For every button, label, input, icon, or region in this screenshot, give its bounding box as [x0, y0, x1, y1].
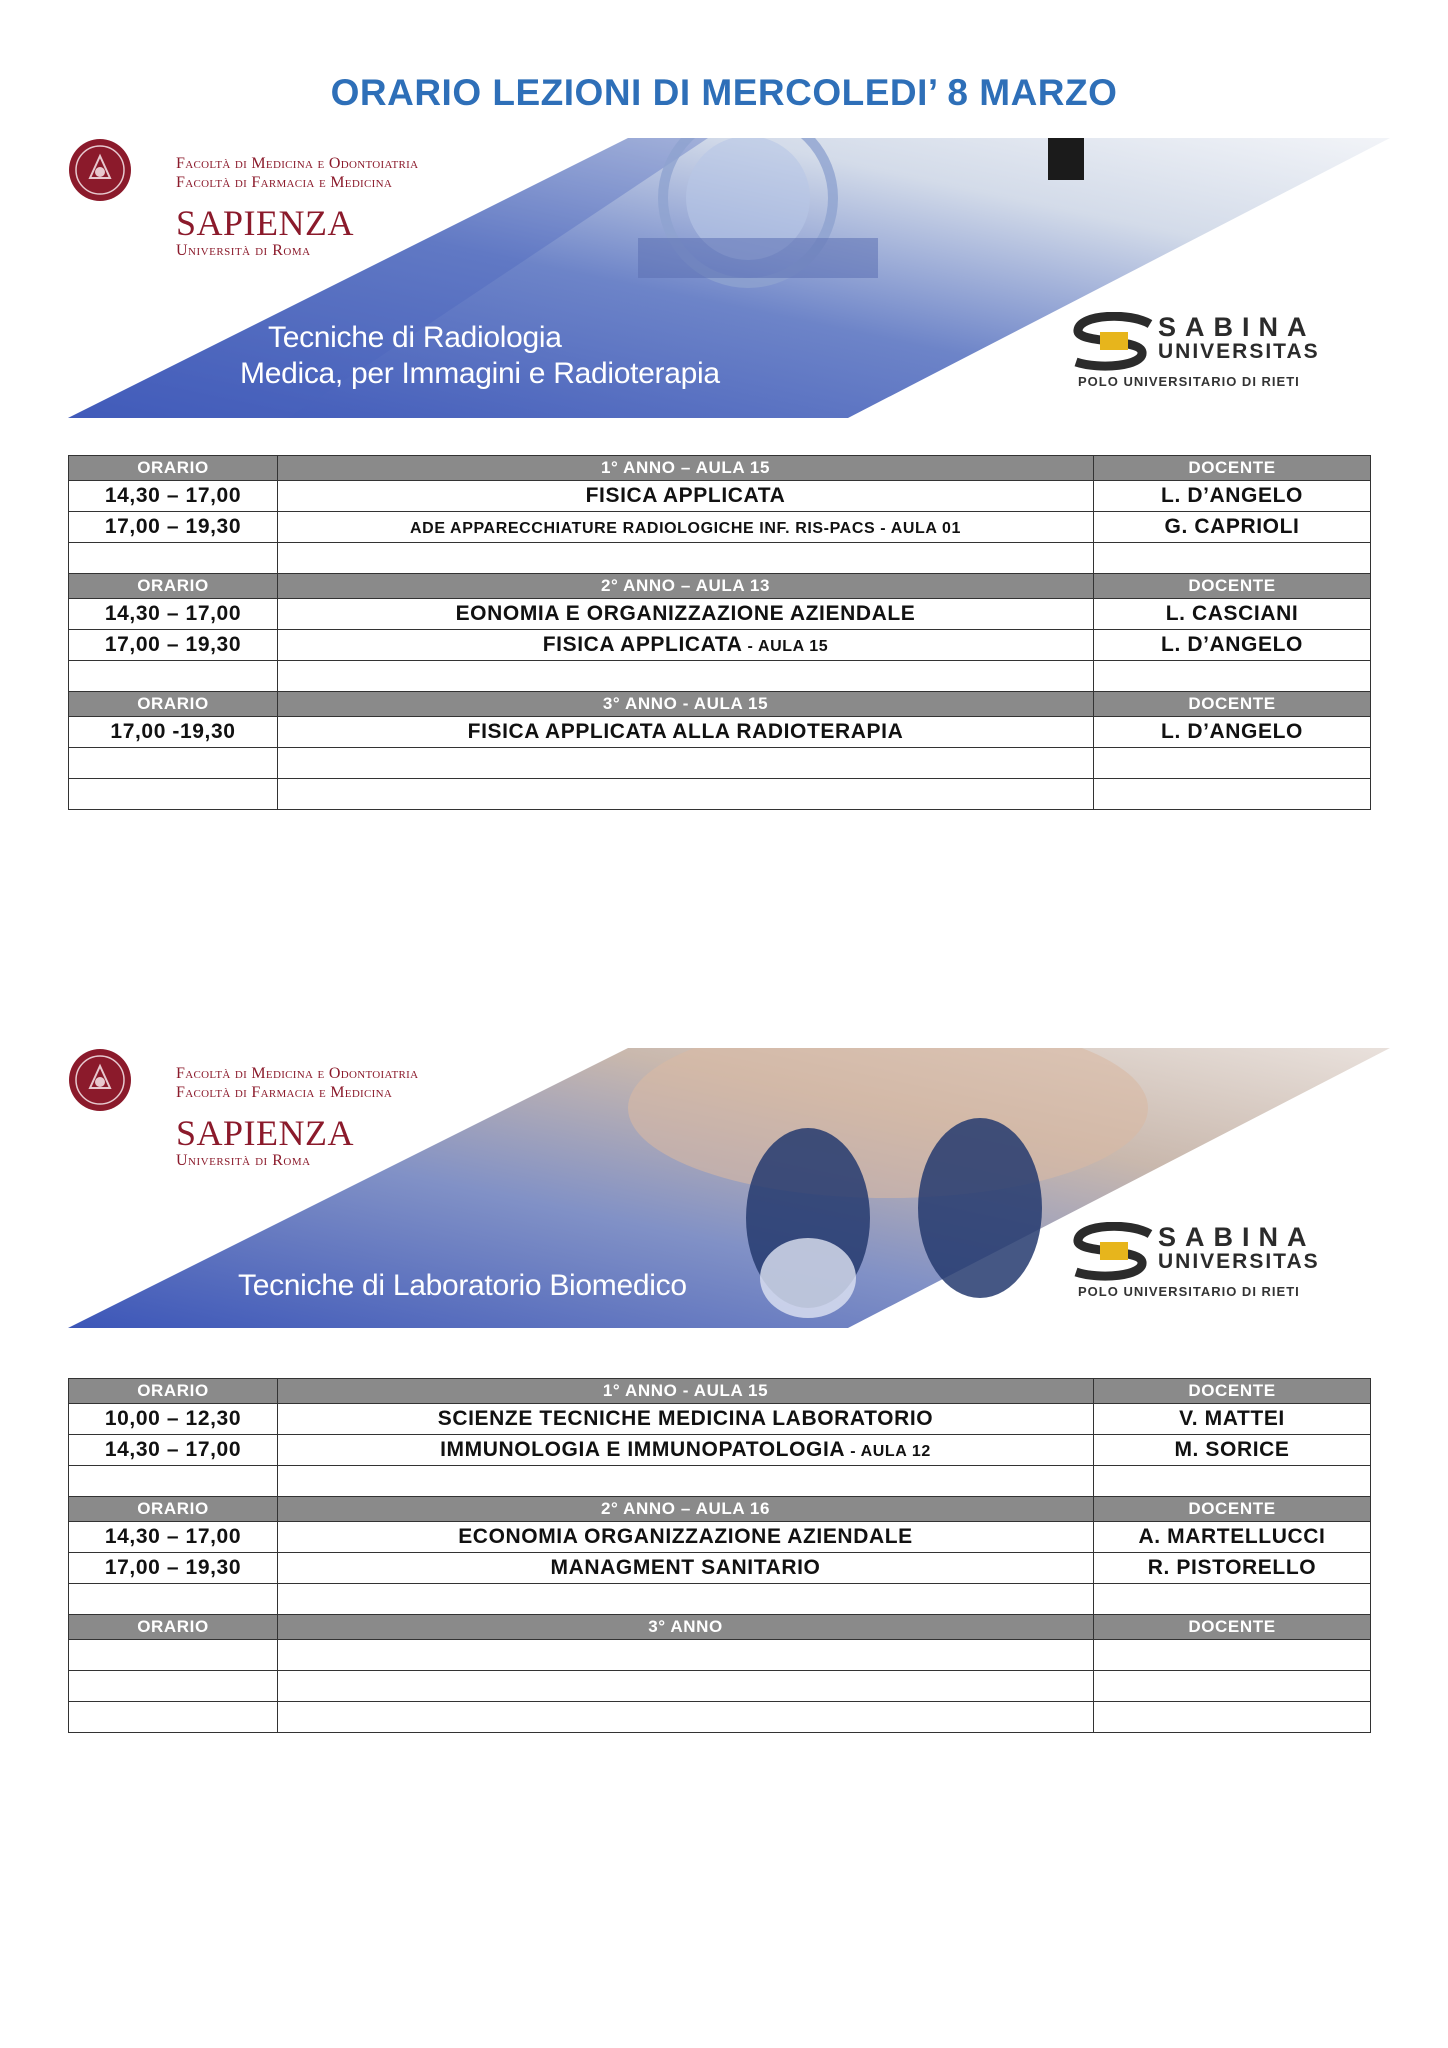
year-header: 2° ANNO – AULA 16 [278, 1497, 1094, 1522]
sapienza-seal-icon [68, 138, 132, 202]
table-row [69, 1466, 1371, 1497]
subject-cell [278, 717, 1094, 748]
time-cell [69, 779, 278, 810]
year-header: 3° ANNO [278, 1615, 1094, 1640]
docente-header: DOCENTE [1094, 692, 1371, 717]
teacher-cell [1094, 1466, 1371, 1497]
subject-text: FISICA APPLICATA ALLA RADIOTERAPIA [467, 720, 904, 743]
docente-header: DOCENTE [1094, 574, 1371, 599]
university-subtitle: Università di Roma [176, 242, 311, 259]
faculty-line-2: Facoltà di Farmacia e Medicina [176, 1084, 393, 1101]
orario-header: ORARIO [69, 456, 278, 481]
orario-header: ORARIO [69, 574, 278, 599]
university-name: SAPIENZA [176, 203, 355, 243]
teacher-cell [1094, 1702, 1371, 1733]
section-header [69, 692, 1371, 717]
partner-name: SABINA [1158, 1222, 1316, 1252]
time-cell: 14,30 – 17,00 [69, 599, 278, 630]
subject-cell [278, 748, 1094, 779]
faculty-line-1: Facoltà di Medicina e Odontoiatria [176, 155, 419, 172]
table-row [69, 1702, 1371, 1733]
year-header: 2° ANNO – AULA 13 [278, 574, 1094, 599]
subject-cell [278, 1435, 1094, 1466]
time-cell [69, 748, 278, 779]
time-cell [69, 1640, 278, 1671]
sabina-universitas-logo [1070, 312, 1370, 392]
docente-header: DOCENTE [1094, 456, 1371, 481]
subject-room-note: - AULA 01 [875, 520, 961, 537]
table-row [69, 748, 1371, 779]
course-title [240, 320, 720, 392]
partner-name-2: UNIVERSITAS [1158, 340, 1320, 363]
subject-text: IMMUNOLOGIA E IMMUNOPATOLOGIA [440, 1438, 846, 1461]
table-row [69, 779, 1371, 810]
course-line-2: Medica, per Immagini e Radioterapia [240, 357, 720, 390]
teacher-cell [1094, 1640, 1371, 1671]
table-row [69, 1640, 1371, 1671]
teacher-cell: G. CAPRIOLI [1094, 512, 1371, 543]
time-cell: 17,00 – 19,30 [69, 1553, 278, 1584]
teacher-cell [1094, 779, 1371, 810]
subject-cell [278, 1466, 1094, 1497]
time-cell: 14,30 – 17,00 [69, 1435, 278, 1466]
time-cell: 17,00 -19,30 [69, 717, 278, 748]
course-line-1: Tecniche di Laboratorio Biomedico [238, 1269, 687, 1302]
subject-cell [278, 1522, 1094, 1553]
schedule-table-laboratorio [68, 1378, 1371, 1733]
time-cell: 17,00 – 19,30 [69, 630, 278, 661]
teacher-cell: R. PISTORELLO [1094, 1553, 1371, 1584]
subject-text: EONOMIA E ORGANIZZAZIONE AZIENDALE [455, 602, 916, 625]
time-cell: 14,30 – 17,00 [69, 481, 278, 512]
schedule-table-radiologia [68, 455, 1371, 810]
table-row [69, 1553, 1371, 1584]
course-title [238, 1268, 687, 1304]
subject-text: MANAGMENT SANITARIO [550, 1556, 821, 1579]
subject-cell [278, 1640, 1094, 1671]
time-cell [69, 543, 278, 574]
subject-cell [278, 1584, 1094, 1615]
subject-cell [278, 481, 1094, 512]
teacher-cell: M. SORICE [1094, 1435, 1371, 1466]
teacher-cell: L. D’ANGELO [1094, 630, 1371, 661]
teacher-cell: A. MARTELLUCCI [1094, 1522, 1371, 1553]
subject-cell [278, 512, 1094, 543]
partner-name: SABINA [1158, 312, 1316, 342]
teacher-cell [1094, 1671, 1371, 1702]
faculty-names [176, 1064, 418, 1102]
teacher-cell [1094, 543, 1371, 574]
page-title: ORARIO LEZIONI DI MERCOLEDI’ 8 MARZO [330, 72, 1118, 113]
time-cell [69, 1671, 278, 1702]
time-cell [69, 661, 278, 692]
teacher-cell [1094, 748, 1371, 779]
table-row [69, 1671, 1371, 1702]
section-header [69, 574, 1371, 599]
subject-room-note: - AULA 15 [742, 638, 829, 655]
year-header: 3° ANNO - AULA 15 [278, 692, 1094, 717]
section-header [69, 1615, 1371, 1640]
table-row [69, 630, 1371, 661]
subject-text: ECONOMIA ORGANIZZAZIONE AZIENDALE [458, 1525, 913, 1548]
subject-text: FISICA APPLICATA [542, 633, 743, 656]
table-row [69, 1404, 1371, 1435]
time-cell [69, 1702, 278, 1733]
subject-text: SCIENZE TECNICHE MEDICINA LABORATORIO [437, 1407, 934, 1430]
table-row [69, 543, 1371, 574]
table-row [69, 717, 1371, 748]
sabina-s-logo-icon [1070, 312, 1160, 372]
subject-cell [278, 1553, 1094, 1584]
partner-subtitle: POLO UNIVERSITARIO DI RIETI [1078, 1284, 1300, 1299]
sapienza-seal-icon [68, 1048, 132, 1112]
subject-cell [278, 661, 1094, 692]
docente-header: DOCENTE [1094, 1615, 1371, 1640]
sabina-universitas-logo [1070, 1222, 1370, 1302]
teacher-cell: V. MATTEI [1094, 1404, 1371, 1435]
subject-cell [278, 779, 1094, 810]
teacher-cell [1094, 661, 1371, 692]
orario-header: ORARIO [69, 1497, 278, 1522]
faculty-line-1: Facoltà di Medicina e Odontoiatria [176, 1065, 419, 1082]
subject-text: ADE APPARECCHIATURE RADIOLOGICHE INF. RIS-PACS [410, 520, 876, 537]
university-subtitle: Università di Roma [176, 1152, 311, 1169]
teacher-cell: L. CASCIANI [1094, 599, 1371, 630]
time-cell: 10,00 – 12,30 [69, 1404, 278, 1435]
table-row [69, 599, 1371, 630]
subject-text: FISICA APPLICATA [585, 484, 786, 507]
subject-cell [278, 1671, 1094, 1702]
year-header: 1° ANNO – AULA 15 [278, 456, 1094, 481]
orario-header: ORARIO [69, 1379, 278, 1404]
sabina-s-logo-icon [1070, 1222, 1160, 1282]
time-cell [69, 1584, 278, 1615]
banner-laboratorio [68, 1048, 1390, 1328]
teacher-cell [1094, 1584, 1371, 1615]
table-row [69, 481, 1371, 512]
year-header: 1° ANNO - AULA 15 [278, 1379, 1094, 1404]
partner-subtitle: POLO UNIVERSITARIO DI RIETI [1078, 374, 1300, 389]
table-row [69, 512, 1371, 543]
table-row [69, 1435, 1371, 1466]
table-row [69, 661, 1371, 692]
subject-room-note: - AULA 12 [845, 1443, 931, 1460]
partner-name-2: UNIVERSITAS [1158, 1250, 1320, 1273]
table-row [69, 1522, 1371, 1553]
orario-header: ORARIO [69, 692, 278, 717]
time-cell [69, 1466, 278, 1497]
section-header [69, 1497, 1371, 1522]
time-cell: 17,00 – 19,30 [69, 512, 278, 543]
course-line-1: Tecniche di Radiologia [268, 321, 562, 354]
time-cell: 14,30 – 17,00 [69, 1522, 278, 1553]
section-header [69, 1379, 1371, 1404]
subject-cell [278, 630, 1094, 661]
subject-cell [278, 599, 1094, 630]
subject-cell [278, 1702, 1094, 1733]
docente-header: DOCENTE [1094, 1379, 1371, 1404]
faculty-names [176, 154, 418, 192]
orario-header: ORARIO [69, 1615, 278, 1640]
banner-radiologia [68, 138, 1390, 418]
table-row [69, 1584, 1371, 1615]
subject-cell [278, 543, 1094, 574]
subject-cell [278, 1404, 1094, 1435]
docente-header: DOCENTE [1094, 1497, 1371, 1522]
faculty-line-2: Facoltà di Farmacia e Medicina [176, 174, 393, 191]
section-header [69, 456, 1371, 481]
teacher-cell: L. D’ANGELO [1094, 481, 1371, 512]
university-name: SAPIENZA [176, 1113, 355, 1153]
teacher-cell: L. D’ANGELO [1094, 717, 1371, 748]
